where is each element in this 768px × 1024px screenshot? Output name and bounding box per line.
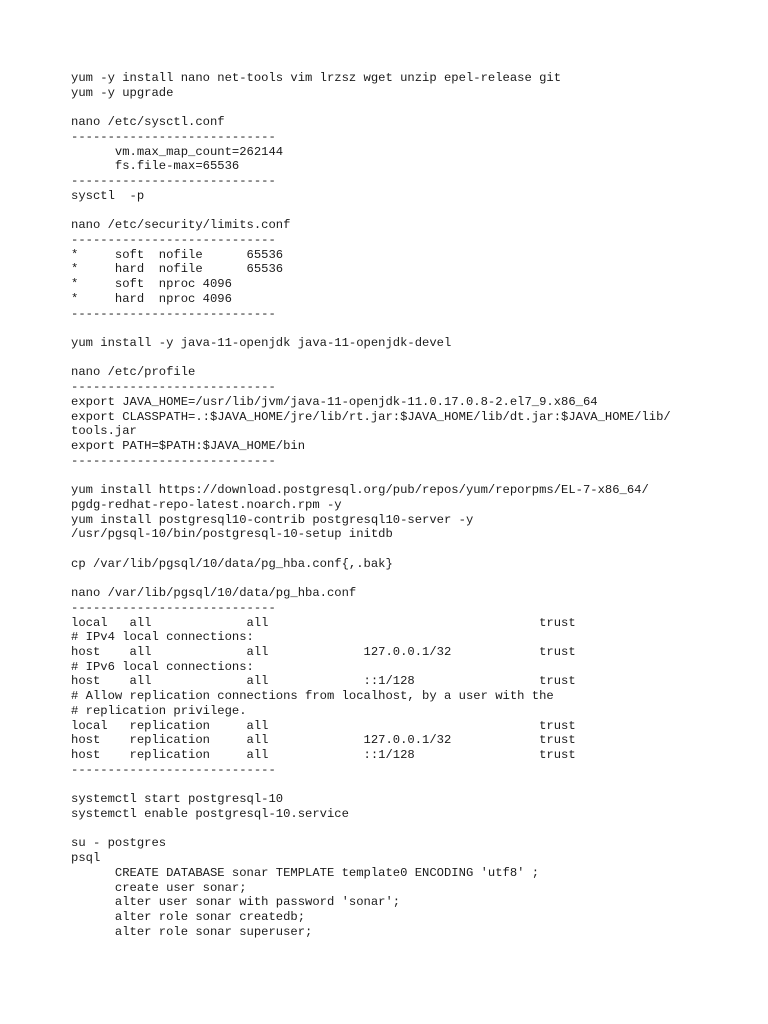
document-line: host replication all ::1/128 trust: [71, 748, 576, 763]
document-line: su - postgres: [71, 836, 167, 851]
document-line: alter role sonar superuser;: [71, 924, 313, 939]
document-line: CREATE DATABASE sonar TEMPLATE template0 ENCODING 'utf8' ;: [71, 865, 540, 880]
document-line: yum install https://download.postgresql.org/pub/repos/yum/reporpms/EL-7-x86_64/: [71, 483, 649, 498]
document-line: systemctl start postgresql-10: [71, 792, 284, 807]
document-line: * hard nproc 4096: [71, 291, 232, 306]
document-line: cp /var/lib/pgsql/10/data/pg_hba.conf{,.bak}: [71, 556, 393, 571]
document-line: vm.max_map_count=262144: [71, 144, 284, 159]
document-line: export JAVA_HOME=/usr/lib/jvm/java-11-openjdk-11.0.17.0.8-2.el7_9.x86_64: [71, 394, 598, 409]
document-line: host replication all 127.0.0.1/32 trust: [71, 733, 576, 748]
document-line: * soft nproc 4096: [71, 277, 232, 292]
document-line: # IPv6 local connections:: [71, 659, 254, 674]
document-line: [71, 571, 731, 586]
document-body: [71, 71, 731, 939]
document-line: ----------------------------: [71, 129, 276, 144]
document-line: create user sonar;: [71, 880, 247, 895]
document-line: yum -y upgrade: [71, 85, 174, 100]
document-line: export CLASSPATH=.:$JAVA_HOME/jre/lib/rt.jar:$JAVA_HOME/lib/dt.jar:$JAVA_HOME/lib/: [71, 409, 671, 424]
document-line: ----------------------------: [71, 762, 276, 777]
document-line: [71, 203, 731, 218]
document-line: /usr/pgsql-10/bin/postgresql-10-setup initdb: [71, 527, 393, 542]
document-line: nano /etc/security/limits.conf: [71, 218, 291, 233]
document-line: [71, 542, 731, 557]
document-line: ----------------------------: [71, 453, 276, 468]
document-line: alter user sonar with password 'sonar';: [71, 895, 401, 910]
document-line: nano /etc/profile: [71, 365, 196, 380]
document-line: # IPv4 local connections:: [71, 630, 254, 645]
document-line: [71, 351, 731, 366]
document-line: # Allow replication connections from localhost, by a user with the: [71, 689, 554, 704]
document-line: psql: [71, 851, 101, 866]
document-line: yum install -y java-11-openjdk java-11-openjdk-devel: [71, 335, 452, 350]
document-line: yum install postgresql10-contrib postgresql10-server -y: [71, 512, 474, 527]
document-line: ----------------------------: [71, 174, 276, 189]
document-line: sysctl -p: [71, 188, 145, 203]
document-line: yum -y install nano net-tools vim lrzsz wget unzip epel-release git: [71, 71, 562, 85]
document-line: [71, 100, 731, 115]
document-line: fs.file-max=65536: [71, 159, 240, 174]
document-line: local all all trust: [71, 615, 576, 630]
document-line: local replication all trust: [71, 718, 576, 733]
document-line: [71, 468, 731, 483]
document-line: systemctl enable postgresql-10.service: [71, 806, 349, 821]
document-line: ----------------------------: [71, 306, 276, 321]
document-line: # replication privilege.: [71, 703, 247, 718]
document-line: ----------------------------: [71, 600, 276, 615]
document-line: host all all 127.0.0.1/32 trust: [71, 645, 576, 660]
document-line: pgdg-redhat-repo-latest.noarch.rpm -y: [71, 497, 342, 512]
document-line: * hard nofile 65536: [71, 262, 284, 277]
document-line: * soft nofile 65536: [71, 247, 284, 262]
document-line: ----------------------------: [71, 380, 276, 395]
document-line: [71, 321, 731, 336]
document-line: alter role sonar createdb;: [71, 909, 306, 924]
document-line: [71, 822, 731, 837]
document-line: export PATH=$PATH:$JAVA_HOME/bin: [71, 438, 306, 453]
document-line: nano /etc/sysctl.conf: [71, 115, 225, 130]
document-line: ----------------------------: [71, 232, 276, 247]
document-line: tools.jar: [71, 424, 137, 439]
document-line: host all all ::1/128 trust: [71, 674, 576, 689]
document-line: [71, 778, 731, 793]
document-line: nano /var/lib/pgsql/10/data/pg_hba.conf: [71, 586, 357, 601]
